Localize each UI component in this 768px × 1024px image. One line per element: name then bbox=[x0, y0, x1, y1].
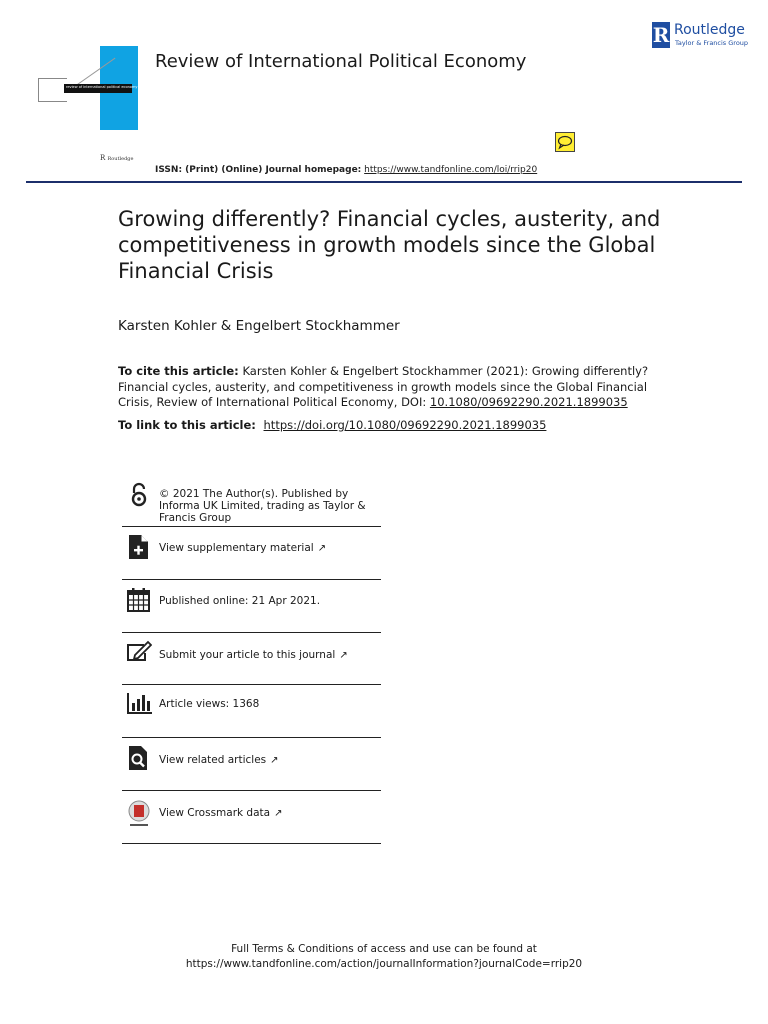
list-item-views bbox=[122, 685, 381, 738]
external-link-icon: ↗ bbox=[274, 808, 283, 819]
related-articles-link[interactable]: View related articles ↗ bbox=[159, 754, 279, 766]
footer-terms-link[interactable]: https://www.tandfonline.com/action/journalInformation?journalCode=rrip20 bbox=[185, 958, 583, 970]
issn-line bbox=[155, 165, 537, 175]
journal-title: Review of International Political Economy bbox=[155, 51, 527, 72]
search-document-icon bbox=[126, 745, 152, 771]
external-link-icon: ↗ bbox=[339, 650, 348, 661]
file-plus-icon bbox=[126, 534, 152, 560]
cover-band-text: review of international political economy bbox=[66, 85, 138, 89]
cite-text: Karsten Kohler & Engelbert Stockhammer (2021): Growing differently? Financial cycles, austerity, and competitiveness in growth models since the Global Financial Crisis, Review of International Political Economy, DOI: bbox=[118, 364, 649, 409]
license-text: © 2021 The Author(s). Published by Informa UK Limited, trading as Taylor & Francis Group bbox=[159, 488, 366, 524]
speech-bubble-icon[interactable] bbox=[555, 132, 575, 152]
list-item-crossmark[interactable] bbox=[122, 791, 381, 844]
list-item-published bbox=[122, 580, 381, 633]
calendar-icon bbox=[126, 587, 152, 613]
footer-terms-text: Full Terms & Conditions of access and use can be found at bbox=[231, 943, 537, 955]
cover-frame bbox=[38, 78, 67, 102]
routledge-r-icon: R bbox=[652, 23, 670, 47]
doi-url-link[interactable]: https://doi.org/10.1080/09692290.2021.1899035 bbox=[263, 418, 547, 432]
submit-article-link[interactable]: Submit your article to this journal ↗ bbox=[159, 649, 348, 661]
publisher-name: Routledge bbox=[674, 22, 745, 38]
link-block bbox=[118, 418, 546, 432]
publisher-subtitle: Taylor & Francis Group bbox=[675, 39, 749, 47]
open-access-icon bbox=[126, 482, 152, 508]
article-authors: Karsten Kohler & Engelbert Stockhammer bbox=[118, 318, 400, 334]
crossmark-link[interactable]: View Crossmark data ↗ bbox=[159, 807, 283, 819]
citation-block bbox=[118, 364, 678, 411]
article-title: Growing differently? Financial cycles, austerity, and competitiveness in growth models since the Global Financial Crisis bbox=[118, 207, 661, 283]
external-link-icon: ↗ bbox=[270, 755, 279, 766]
cite-label: To cite this article: bbox=[118, 364, 239, 378]
routledge-logo bbox=[652, 22, 749, 50]
journal-homepage-link[interactable]: https://www.tandfonline.com/loi/rrip20 bbox=[364, 165, 538, 175]
list-item-supplementary[interactable] bbox=[122, 527, 381, 580]
issn-label: ISSN: (Print) (Online) Journal homepage: bbox=[155, 165, 362, 175]
cover-publisher-mark: R Routledge bbox=[100, 154, 134, 162]
list-item-related[interactable] bbox=[122, 738, 381, 791]
external-link-icon: ↗ bbox=[317, 543, 327, 554]
article-views: Article views: 1368 bbox=[159, 698, 260, 710]
doi-link[interactable]: 10.1080/09692290.2021.1899035 bbox=[429, 395, 628, 409]
edit-icon bbox=[126, 640, 152, 666]
journal-cover-thumbnail bbox=[36, 44, 146, 166]
link-label: To link to this article: bbox=[118, 418, 256, 432]
list-item-license bbox=[122, 478, 381, 527]
published-date: Published online: 21 Apr 2021. bbox=[159, 595, 321, 607]
article-info-list bbox=[122, 478, 381, 844]
crossmark-icon bbox=[126, 800, 152, 826]
footer bbox=[0, 942, 768, 972]
supplementary-link[interactable]: View supplementary material ↗ bbox=[159, 542, 327, 554]
list-item-submit[interactable] bbox=[122, 633, 381, 685]
bar-chart-icon bbox=[126, 691, 152, 717]
header-divider bbox=[26, 181, 742, 183]
